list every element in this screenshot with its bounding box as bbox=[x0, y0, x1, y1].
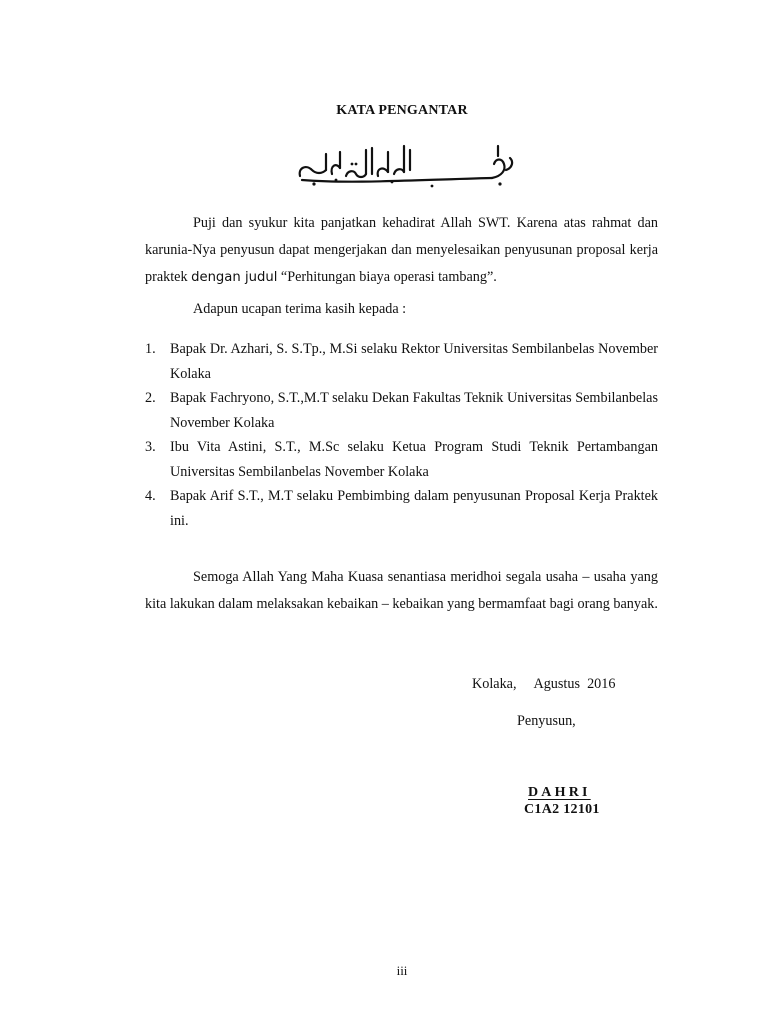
list-item-number: 3. bbox=[145, 439, 156, 455]
list-item-number: 1. bbox=[145, 341, 156, 357]
opening-paragraph-title-quote: “Perhitungan biaya operasi tambang”. bbox=[277, 269, 497, 285]
acknowledgement-list bbox=[145, 337, 658, 533]
page-number: iii bbox=[396, 963, 408, 978]
list-item-number: 4. bbox=[145, 488, 156, 504]
list-item-text: Bapak Dr. Azhari, S. S.Tp., M.Si selaku Rektor Universitas Sembilanbelas November Kolaka bbox=[170, 341, 658, 382]
list-item-text: Bapak Arif S.T., M.T selaku Pembimbing dalam penyusunan Proposal Kerja Praktek ini. bbox=[170, 488, 658, 529]
list-item-number: 2. bbox=[145, 390, 156, 406]
list-item bbox=[145, 337, 658, 386]
basmala-calligraphy-icon bbox=[292, 140, 520, 192]
list-item bbox=[145, 484, 658, 533]
opening-paragraph-phrase: dengan judul bbox=[191, 270, 278, 285]
closing-paragraph: Semoga Allah Yang Maha Kuasa senantiasa meridhoi segala usaha – usaha yang kita lakukan dalam melaksakan kebaikan – kebaikan yang bermamfaat bagi orang banyak. bbox=[145, 569, 658, 612]
opening-paragraph bbox=[145, 210, 658, 291]
place-date: Kolaka, Agustus 2016 bbox=[472, 676, 616, 692]
opening-paragraph-text: Puji dan syukur kita panjatkan kehadirat Allah SWT. Karena atas rahmat dan karunia-Nya penyusun dapat mengerjakan dan menyelesaikan penyusunan proposal kerja praktek bbox=[145, 215, 658, 285]
acknowledgement-intro: Adapun ucapan terima kasih kepada : bbox=[193, 301, 407, 317]
author-name: DAHRI bbox=[528, 785, 591, 800]
list-item bbox=[145, 435, 658, 484]
author-id: C1A2 12101 bbox=[524, 802, 600, 817]
list-item-text: Bapak Fachryono, S.T.,M.T selaku Dekan Fakultas Teknik Universitas Sembilanbelas November Kolaka bbox=[170, 390, 658, 431]
page-title: KATA PENGANTAR bbox=[336, 103, 468, 118]
list-item-text: Ibu Vita Astini, S.T., M.Sc selaku Ketua Program Studi Teknik Pertambangan Universitas Sembilanbelas November Kolaka bbox=[170, 439, 658, 480]
author-role: Penyusun, bbox=[517, 713, 576, 729]
list-item bbox=[145, 386, 658, 435]
